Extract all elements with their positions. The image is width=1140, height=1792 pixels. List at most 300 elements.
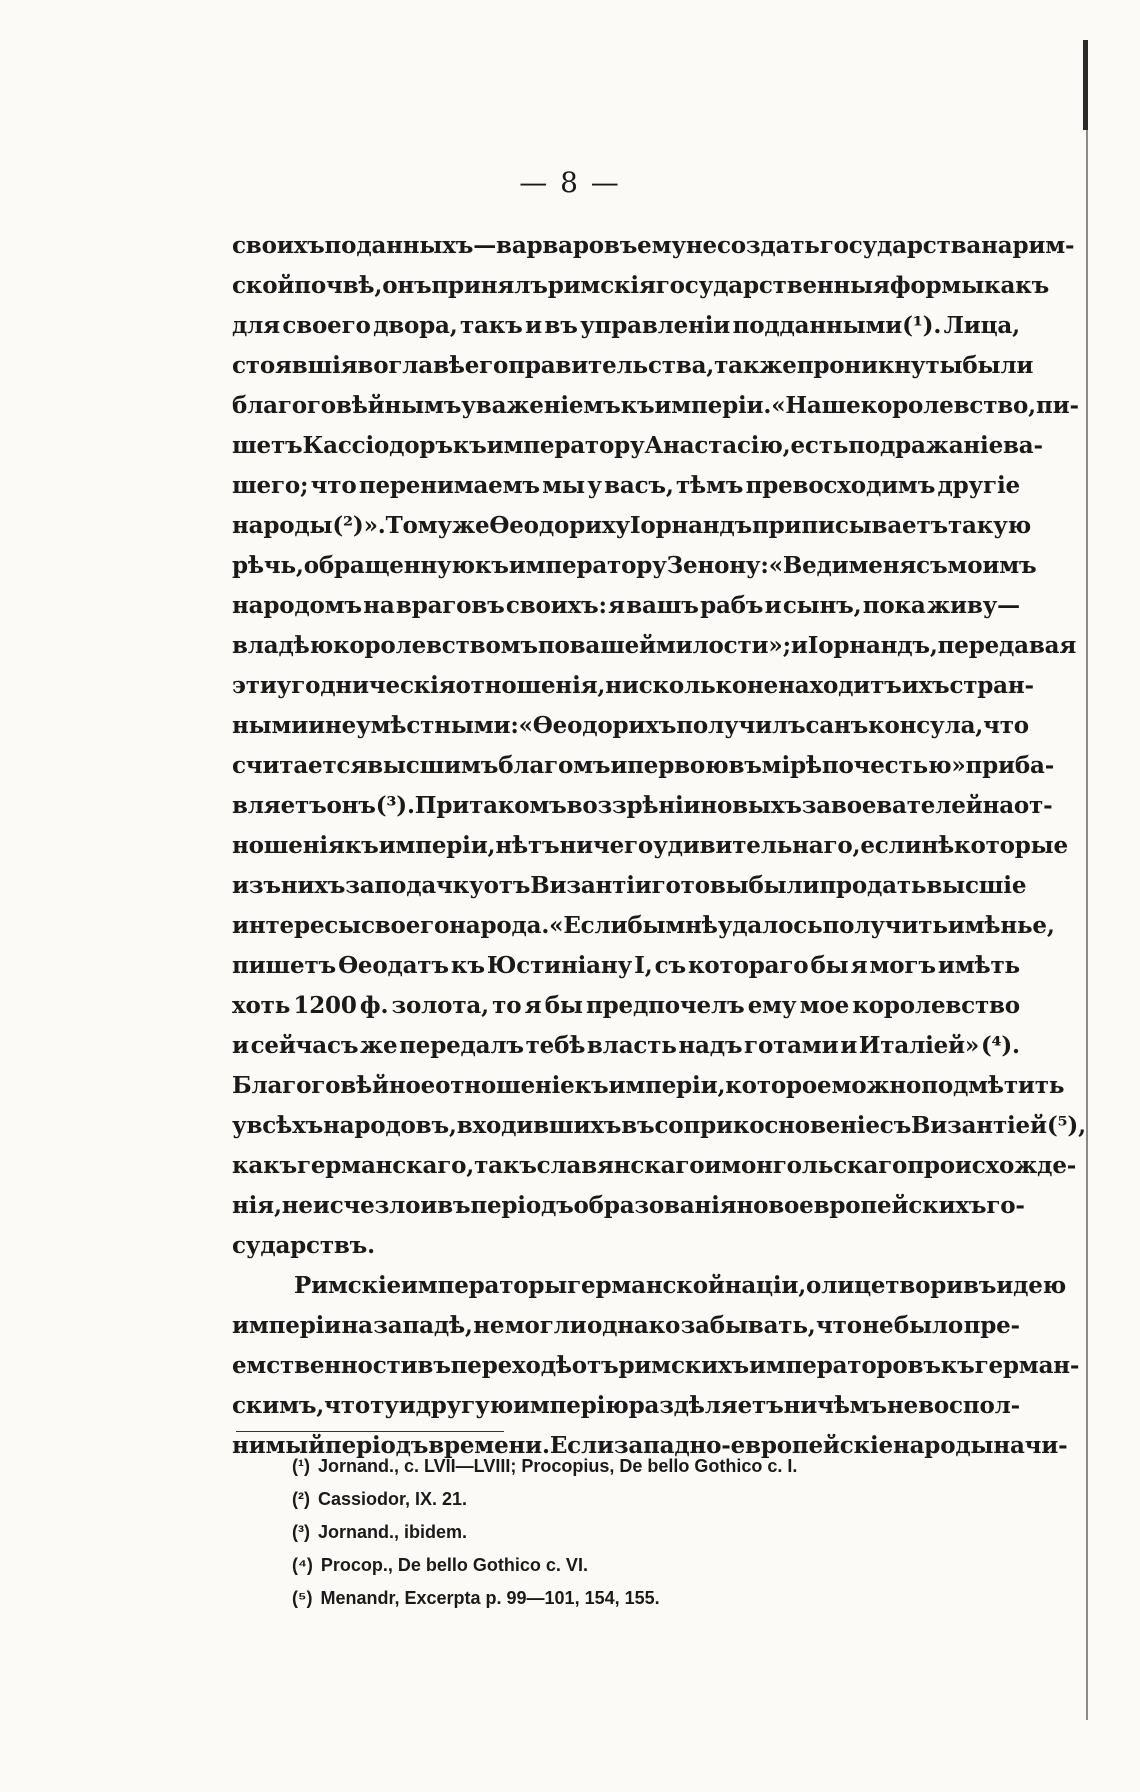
page-number: — 8 —: [519, 166, 621, 199]
word: получилъ: [676, 712, 806, 739]
word: 1200: [293, 992, 357, 1019]
word: «Наше: [771, 392, 861, 419]
word: не: [747, 672, 779, 699]
word: если: [860, 832, 922, 859]
word: Лица,: [943, 312, 1020, 339]
word: готами: [744, 1032, 839, 1059]
word: мнѣ: [665, 912, 718, 939]
word: хоть: [232, 992, 291, 1019]
word: къ: [344, 832, 379, 859]
word: Зенону:: [666, 552, 769, 579]
word: и: [232, 1032, 249, 1059]
word: проникнуты: [796, 352, 963, 379]
word: правительства,: [508, 352, 715, 379]
word: я: [850, 952, 868, 979]
word: не: [473, 1312, 505, 1339]
text-line: [232, 1386, 1020, 1426]
word: управленіи: [580, 312, 731, 339]
word: были: [962, 352, 1034, 379]
word: нимый: [232, 1432, 325, 1459]
footnote-marker: (⁴): [292, 1555, 313, 1575]
word: и: [704, 1152, 722, 1179]
word: римскія: [547, 272, 656, 299]
text-line: [232, 426, 1043, 466]
word: имѣть: [937, 952, 1020, 979]
word: могъ: [869, 952, 936, 979]
footnote-text: Cassiodor, IX. 21.: [317, 1489, 468, 1509]
word: Благоговѣйное: [232, 1072, 436, 1099]
word: милости»;: [655, 632, 791, 659]
word: меня: [848, 552, 917, 579]
word: императору: [486, 432, 645, 459]
word: что: [310, 472, 357, 499]
text-line: [232, 466, 1020, 506]
word: Ѳеодатъ: [338, 952, 449, 979]
word: принялъ: [431, 272, 548, 299]
word: на: [341, 1312, 373, 1339]
word: удалось: [717, 912, 823, 939]
word: которое: [725, 1072, 832, 1099]
word: предпочелъ: [586, 992, 745, 1019]
text-line: [232, 306, 1020, 346]
text-line: [232, 1346, 1080, 1386]
word: времени.: [428, 1432, 550, 1459]
word: ту: [370, 1392, 399, 1419]
word: мірѣ: [761, 752, 822, 779]
word: у: [587, 472, 602, 499]
word: я: [524, 992, 542, 1019]
word: исчезло: [312, 1192, 421, 1219]
word: консула,: [868, 712, 984, 739]
text-line: [232, 226, 1075, 266]
word: Италіей»: [858, 1032, 980, 1059]
word: я: [608, 592, 625, 619]
text-line: [232, 746, 1055, 786]
word: отношенія,: [455, 672, 606, 699]
word: шего;: [232, 472, 309, 499]
word: императоровъ: [749, 1352, 941, 1379]
word: въ: [728, 752, 762, 779]
word: съ: [879, 1112, 912, 1139]
word: переходѣ: [450, 1352, 572, 1379]
word: такъ: [474, 1152, 537, 1179]
text-line: [232, 546, 1037, 586]
word: ничѣмъ: [783, 1392, 887, 1419]
word: рѣчь,: [232, 552, 304, 579]
word: монгольскаго: [721, 1152, 908, 1179]
word: своихъ:: [505, 592, 607, 619]
word: періодъ: [325, 1432, 429, 1459]
word: Византіей: [911, 1112, 1047, 1139]
word: почестью»: [821, 752, 966, 779]
word: мы: [542, 472, 585, 499]
word: по: [537, 632, 570, 659]
word: другіе: [937, 472, 1020, 499]
word: германской: [567, 1272, 725, 1299]
word: ва-: [1003, 432, 1043, 459]
text-line: [232, 1186, 1025, 1226]
word: были: [748, 872, 820, 899]
word: императоры: [400, 1272, 568, 1299]
word: владѣю: [232, 632, 333, 659]
word: подражаніе: [848, 432, 1004, 459]
word: создать: [716, 232, 820, 259]
word: Тому: [385, 512, 452, 539]
word: къ: [452, 432, 487, 459]
word: уваженіемъ: [461, 392, 621, 419]
word: рим-: [1012, 232, 1075, 259]
word: двора,: [373, 312, 458, 339]
word: го-: [986, 1192, 1025, 1219]
word: могли: [504, 1312, 587, 1339]
word: санъ: [805, 712, 869, 739]
word: народовъ,: [323, 1112, 457, 1139]
word: своего: [360, 912, 450, 939]
word: находитъ: [778, 672, 902, 699]
text-line: [232, 906, 1055, 946]
word: не: [886, 1392, 919, 1419]
word: воспол-: [918, 1392, 1020, 1419]
word: не: [281, 1192, 313, 1219]
word: и: [610, 752, 628, 779]
word: во: [357, 352, 389, 379]
word: и: [790, 632, 808, 659]
footnote-text: Procop., De bello Gothico c. VI.: [320, 1555, 588, 1575]
word: соприкосновеніе: [654, 1112, 880, 1139]
word: надъ: [678, 1032, 743, 1059]
word: имперіи,: [608, 1072, 726, 1099]
word: угодническія: [276, 672, 456, 699]
word: ничего: [559, 832, 654, 859]
word: западно-европейскіе: [613, 1432, 893, 1459]
word: въ: [621, 1112, 655, 1139]
text-line: [232, 1146, 1077, 1186]
word: и: [840, 1032, 858, 1059]
word: ихъ: [901, 672, 950, 699]
word: императору: [508, 552, 667, 579]
word: моимъ: [947, 552, 1037, 579]
word: тѣмъ: [676, 472, 744, 499]
word: что: [816, 1312, 862, 1339]
word: ношенія: [232, 832, 345, 859]
text-line: [232, 346, 1034, 386]
word: Римскіе: [294, 1272, 401, 1299]
word: При: [414, 792, 470, 819]
word: сейчасъ: [250, 1032, 359, 1059]
word: ему: [747, 992, 797, 1019]
word: Юстиніану: [486, 952, 633, 979]
word: къ: [450, 952, 485, 979]
word: въ: [417, 1352, 451, 1379]
text-line: [232, 1106, 1086, 1146]
word: Кассіодоръ: [302, 432, 453, 459]
footnote: [292, 1582, 1012, 1615]
word: подмѣтить: [921, 1072, 1065, 1099]
text-line: [232, 666, 1034, 706]
word: ными: [232, 712, 309, 739]
word: не: [862, 1312, 894, 1339]
footnote-marker: (⁵): [292, 1588, 313, 1608]
word: и: [525, 312, 542, 339]
word: имѣнье,: [947, 912, 1055, 939]
word: получить: [822, 912, 948, 939]
footnote-marker: (²): [292, 1489, 310, 1509]
word: подданными(¹).: [732, 312, 942, 339]
word: славянскаго: [536, 1152, 705, 1179]
word: народы: [892, 1432, 994, 1459]
word: такомъ: [469, 792, 567, 819]
text-line: [232, 866, 1027, 906]
word: эти: [232, 672, 277, 699]
word: другую: [415, 1392, 513, 1419]
word: на: [982, 792, 1014, 819]
text-line: [232, 706, 1029, 746]
word: новоевропейскихъ: [736, 1192, 987, 1219]
word: перенимаемъ: [358, 472, 540, 499]
word: власть: [586, 1032, 677, 1059]
word: «Если: [549, 912, 628, 939]
paragraph: [232, 226, 1086, 1266]
word: что: [983, 712, 1029, 739]
word: своихъ: [232, 232, 325, 259]
word: народа.: [449, 912, 550, 939]
word: что: [324, 1392, 370, 1419]
word: интересы: [232, 912, 361, 939]
word: идею: [996, 1272, 1067, 1299]
word: (⁵),: [1046, 1112, 1086, 1139]
word: отъ: [571, 1352, 619, 1379]
word: золота,: [391, 992, 489, 1019]
word: пишетъ: [232, 952, 336, 979]
word: нія,: [232, 1192, 282, 1219]
word: приба-: [965, 752, 1055, 779]
word: къ: [574, 1072, 609, 1099]
word: бы: [544, 992, 583, 1019]
word: готовы: [651, 872, 749, 899]
word: всѣхъ: [246, 1112, 324, 1139]
word: бы: [810, 952, 849, 979]
word: превосходимъ: [745, 472, 936, 499]
word: продать: [819, 872, 927, 899]
word: вашей: [569, 632, 656, 659]
word: и: [398, 1392, 416, 1419]
word: передавая: [937, 632, 1077, 659]
word: ему: [637, 232, 686, 259]
word: націи,: [724, 1272, 807, 1299]
word: емственности: [232, 1352, 418, 1379]
word: было: [893, 1312, 964, 1339]
word: нихъ: [280, 872, 346, 899]
word: приписываетъ: [752, 512, 948, 539]
word: на: [981, 232, 1013, 259]
word: образованія: [573, 1192, 737, 1219]
word: народы(²)».: [232, 512, 386, 539]
word: въ: [437, 1192, 471, 1219]
word: пи-: [1035, 392, 1079, 419]
text-line: [232, 586, 1020, 626]
word: Если: [549, 1432, 614, 1459]
word: такую: [947, 512, 1032, 539]
word: имперіи.: [654, 392, 772, 419]
footnote-text: Jornand., ibidem.: [317, 1522, 468, 1542]
word: государства: [819, 232, 982, 259]
word: враговъ: [395, 592, 505, 619]
word: и: [764, 592, 782, 619]
word: то: [492, 992, 522, 1019]
word: онъ(³).: [326, 792, 415, 819]
footnote-marker: (³): [292, 1522, 310, 1542]
word: германскаго,: [296, 1152, 475, 1179]
word: пре-: [963, 1312, 1020, 1339]
word: къ: [474, 552, 509, 579]
footnote-divider: [236, 1431, 504, 1432]
footnote: [292, 1450, 1012, 1483]
text-line: [232, 626, 1077, 666]
footnotes: [292, 1450, 1012, 1615]
word: высшіе: [926, 872, 1027, 899]
word: періодъ: [470, 1192, 574, 1219]
word: съ: [654, 952, 686, 979]
word: I,: [634, 952, 653, 979]
word: у: [232, 1112, 247, 1139]
word: отношеніе: [435, 1072, 575, 1099]
word: забывать,: [680, 1312, 816, 1339]
word: королевство: [852, 992, 1020, 1019]
word: пока: [862, 592, 926, 619]
word: однако: [586, 1312, 681, 1339]
word: къ: [940, 1352, 975, 1379]
word: имперію: [513, 1392, 629, 1419]
word: герман-: [974, 1352, 1080, 1379]
word: подачку: [374, 872, 484, 899]
word: за: [345, 872, 375, 899]
footnote-text: Jornand., c. LVII—LVIII; Procopius, De bello Gothico c. I.: [317, 1456, 798, 1476]
word: обращенную: [303, 552, 475, 579]
footnote-marker: (¹): [292, 1456, 310, 1476]
word: онъ: [382, 272, 432, 299]
text-line: [232, 1306, 1020, 1346]
word: входившихъ: [456, 1112, 622, 1139]
word: новыхъ: [700, 792, 802, 819]
word: «Ѳеодорихъ: [518, 712, 677, 739]
word: васъ,: [604, 472, 674, 499]
word: сынъ,: [782, 592, 862, 619]
word: отъ: [483, 872, 531, 899]
footnote: [292, 1483, 1012, 1516]
word: на: [363, 592, 395, 619]
text-line: [232, 1226, 1020, 1266]
word: олицетворивъ: [806, 1272, 997, 1299]
word: Іорнандъ: [629, 512, 753, 539]
footnote: [292, 1549, 1012, 1582]
word: шетъ: [232, 432, 303, 459]
word: Анастасію,: [644, 432, 791, 459]
word: удивительнаго,: [653, 832, 861, 859]
word: воззрѣніи: [566, 792, 701, 819]
text-line: [232, 1026, 1020, 1066]
paragraph: [232, 1266, 1080, 1466]
word: «Веди: [768, 552, 849, 579]
word: и: [308, 712, 325, 739]
body-text: [232, 226, 1086, 1466]
footnote: [292, 1516, 1012, 1549]
word: происхожде-: [907, 1152, 1077, 1179]
word: (⁴).: [980, 1032, 1020, 1059]
word: своего: [282, 312, 371, 339]
word: вляетъ: [232, 792, 327, 819]
word: не: [685, 232, 717, 259]
word: можно: [831, 1072, 922, 1099]
word: имперіи: [232, 1312, 341, 1339]
text-line: [232, 826, 1068, 866]
word: раздѣляетъ: [628, 1392, 784, 1419]
word: считается: [232, 752, 368, 779]
word: сударствъ.: [232, 1232, 375, 1259]
word: от-: [1013, 792, 1053, 819]
word: нѣтъ: [495, 832, 560, 859]
word: же: [451, 512, 490, 539]
word: и: [420, 1192, 438, 1219]
word: же: [359, 1032, 398, 1059]
word: высшимъ: [367, 752, 499, 779]
word: его: [464, 352, 509, 379]
word: государственныя: [655, 272, 890, 299]
word: нисколько: [605, 672, 748, 699]
word: королевство,: [860, 392, 1036, 419]
text-line: [232, 386, 1079, 426]
word: такъ: [460, 312, 523, 339]
word: имперіи,: [378, 832, 496, 859]
word: ф.: [359, 992, 389, 1019]
word: рабъ: [700, 592, 764, 619]
word: первою: [627, 752, 729, 779]
word: народомъ: [232, 592, 362, 619]
word: къ: [620, 392, 655, 419]
word: завоевателей: [801, 792, 983, 819]
word: съ: [916, 552, 948, 579]
word: нѣкоторые: [921, 832, 1068, 859]
word: неумѣстными:: [325, 712, 519, 739]
word: въ: [544, 312, 578, 339]
word: начи-: [993, 1432, 1068, 1459]
word: мое: [799, 992, 850, 1019]
text-line: [232, 266, 1050, 306]
page-edge-line: [1086, 130, 1088, 1720]
word: стран-: [949, 672, 1034, 699]
text-line: [232, 506, 1032, 546]
word: также: [714, 352, 797, 379]
word: главѣ: [388, 352, 465, 379]
word: почвѣ,: [294, 272, 383, 299]
word: бы: [627, 912, 666, 939]
word: римскихъ: [618, 1352, 749, 1379]
word: есть: [790, 432, 849, 459]
text-line: [232, 986, 1020, 1026]
page-edge-mark: [1083, 40, 1088, 130]
word: скимъ,: [232, 1392, 325, 1419]
footnote-text: Menandr, Excerpta p. 99—101, 154, 155.: [320, 1588, 660, 1608]
word: королевствомъ: [333, 632, 538, 659]
word: формы: [889, 272, 985, 299]
word: Византіи: [530, 872, 652, 899]
word: котораго: [688, 952, 809, 979]
word: какъ: [232, 1152, 297, 1179]
text-line: [232, 786, 1053, 826]
word: вашъ: [626, 592, 699, 619]
word: живу—: [926, 592, 1020, 619]
word: какъ: [984, 272, 1050, 299]
word: поданныхъ—варваровъ: [324, 232, 638, 259]
